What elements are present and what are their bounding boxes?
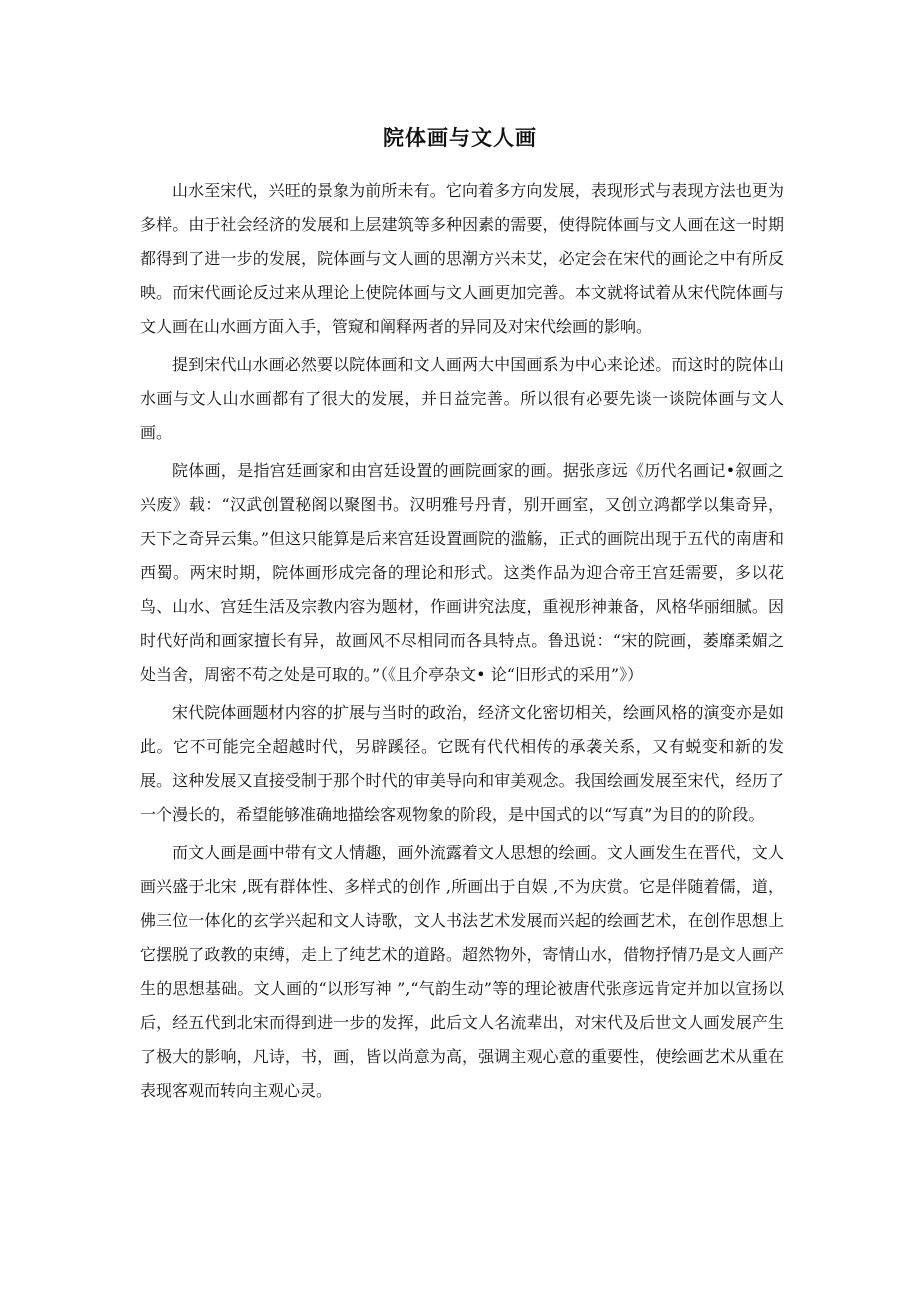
paragraph: 而文人画是画中带有文人情趣，画外流露着文人思想的绘画。文人画发生在晋代，文人画兴盛于北宋 ,既有群体性、多样式的创作 ,所画出于自娱 ,不为庆赏。它是伴随着儒，道，佛三位一体化的玄学兴起和文人诗歌，文人书法艺术发展而兴起的绘画艺术，在创作思想上它摆脱了政教的束缚，走上了纯艺术的道路。超然物外，寄情山水，借物抒情乃是文人画产生的思想基础。文人画的“以形写神 ”,“气韵生动”等的理论被唐代张彦远肯定并加以宣扬以后，经五代到北宋而得到进一步的发挥，此后文人名流辈出，对宋代及后世文人画发展产生了极大的影响，凡诗，书，画，皆以尚意为高，强调主观心意的重要性，使绘画艺术从重在表现客观而转向主观心灵。: [140, 843, 784, 1100]
document-body: [140, 174, 784, 1112]
paragraph: 山水至宋代，兴旺的景象为前所未有。它向着多方向发展，表现形式与表现方法也更为多样。由于社会经济的发展和上层建筑等多种因素的需要，使得院体画与文人画在这一时期都得到了进一步的发展，院体画与文人画的思潮方兴未艾，必定会在宋代的画论之中有所反映。而宋代画论反过来从理论上使院体画与文人画更加完善。本文就将试着从宋代院体画与文人画在山水画方面入手，管窥和阐释两者的异同及对宋代绘画的影响。: [140, 181, 784, 336]
paragraph: 提到宋代山水画必然要以院体画和文人画两大中国画系为中心来论述。而这时的院体山水画与文人山水画都有了很大的发展，并日益完善。所以很有必要先谈一谈院体画与文人画。: [140, 355, 784, 442]
paragraph: 院体画，是指宫廷画家和由宫廷设置的画院画家的画。据张彦远《历代名画记•叙画之兴废》载：“汉武创置秘阁以聚图书。汉明雅号丹青，别开画室，又创立鸿都学以集奇异，天下之奇异云集。”但这只能算是后来宫廷设置画院的滥觞，正式的画院出现于五代的南唐和西蜀。两宋时期，院体画形成完备的理论和形式。这类作品为迎合帝王宫廷需要，多以花鸟、山水、宫廷生活及宗教内容为题材，作画讲究法度，重视形神兼备，风格华丽细腻。因时代好尚和画家擅长有异，故画风不尽相同而各具特点。鲁迅说：“宋的院画，萎靡柔媚之处当舍，周密不苟之处是可取的。”（《且介亭杂文• 论“旧形式的采用”》）: [140, 461, 784, 684]
paragraph: 宋代院体画题材内容的扩展与当时的政治，经济文化密切相关，绘画风格的演变亦是如此。它不可能完全超越时代，另辟蹊径。它既有代代相传的承袭关系，又有蜕变和新的发展。这种发展又直接受制于那个时代的审美导向和审美观念。我国绘画发展至宋代，经历了一个漫长的，希望能够准确地描绘客观物象的阶段，是中国式的以“写真”为目的的阶段。: [140, 703, 784, 824]
document-title: 院体画与文人画: [383, 126, 537, 150]
